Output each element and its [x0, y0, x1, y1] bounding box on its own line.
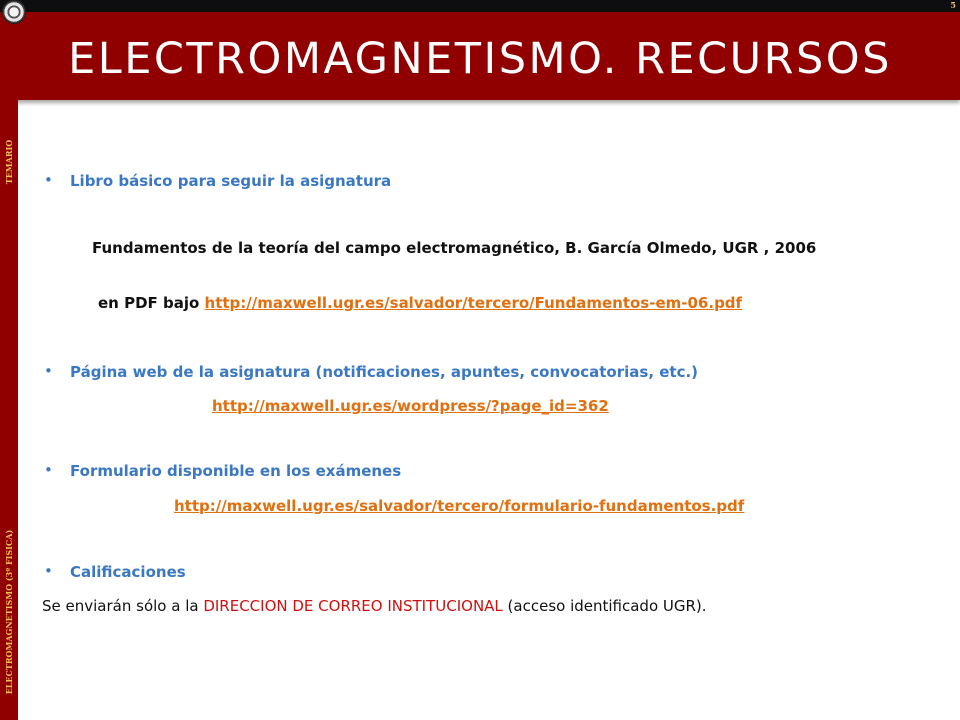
- item-web-heading: Página web de la asignatura (notificaciones, apuntes, convocatorias, etc.): [70, 363, 699, 381]
- pdf-line: [98, 294, 742, 312]
- slide-number: 5: [950, 0, 956, 10]
- web-link-line: [212, 397, 609, 415]
- bullet-icon: •: [44, 461, 53, 479]
- item-book-heading: Libro básico para seguir la asignatura: [70, 172, 392, 190]
- formulario-pdf-link[interactable]: http://maxwell.ugr.es/salvador/tercero/formulario-fundamentos.pdf: [174, 497, 745, 515]
- course-web-link[interactable]: http://maxwell.ugr.es/wordpress/?page_id=362: [212, 397, 609, 415]
- bullet-icon: •: [44, 171, 53, 189]
- pdf-prefix: en PDF bajo: [98, 294, 205, 312]
- calificaciones-note: [42, 597, 707, 615]
- note-suffix: (acceso identificado UGR).: [502, 597, 707, 615]
- slide-title: ELECTROMAGNETISMO. RECURSOS: [68, 34, 892, 84]
- bullet-icon: •: [44, 362, 53, 380]
- item-formulario-heading: Formulario disponible en los exámenes: [70, 462, 402, 480]
- bullet-icon: •: [44, 562, 53, 580]
- book-reference: Fundamentos de la teoría del campo electromagnético, B. García Olmedo, UGR , 2006: [92, 239, 817, 257]
- note-prefix: Se enviarán sólo a la: [42, 597, 204, 615]
- item-calificaciones-heading: Calificaciones: [70, 563, 186, 581]
- side-label-temario[interactable]: TEMARIO: [4, 139, 14, 185]
- note-highlight: DIRECCION DE CORREO INSTITUCIONAL: [203, 597, 503, 615]
- formulario-link-line: [174, 497, 744, 515]
- book-pdf-link[interactable]: http://maxwell.ugr.es/salvador/tercero/Fundamentos-em-06.pdf: [204, 294, 743, 312]
- side-label-course: ELECTROMAGNETISMO (3º FISICA): [4, 529, 14, 695]
